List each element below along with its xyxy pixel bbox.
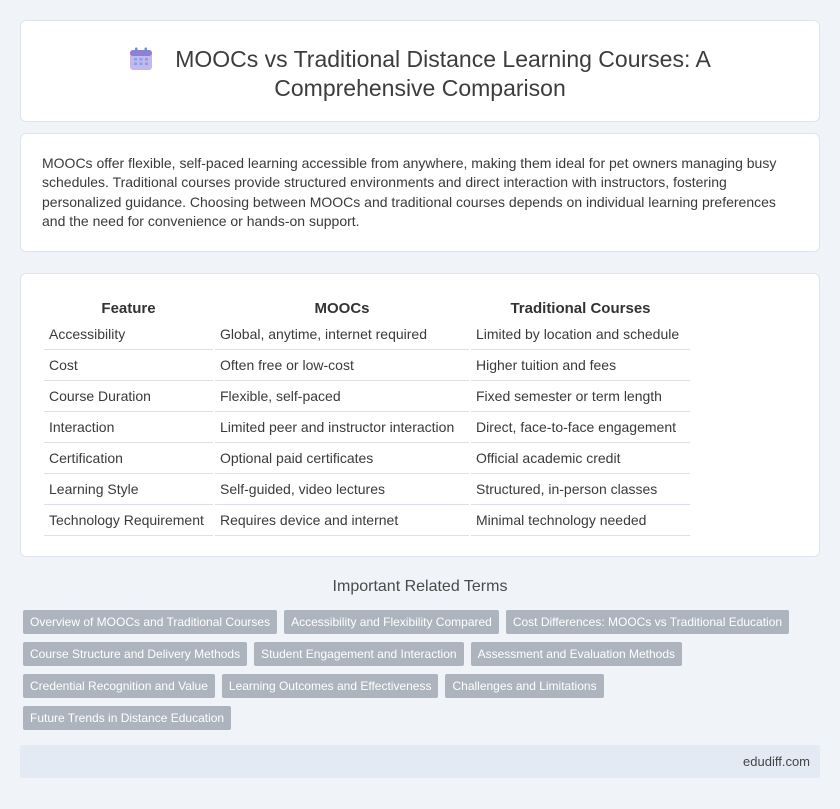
table-cell: Learning Style	[44, 474, 213, 505]
footer	[20, 745, 820, 778]
related-term-tag[interactable]: Overview of MOOCs and Traditional Courses	[23, 610, 277, 634]
page-title-line1	[21, 45, 819, 74]
page-title-line2: Comprehensive Comparison	[274, 75, 566, 101]
related-term-tag[interactable]: Accessibility and Flexibility Compared	[284, 610, 499, 634]
related-terms-list	[23, 610, 813, 730]
related-term-tag[interactable]: Assessment and Evaluation Methods	[471, 642, 682, 666]
table-cell: Limited by location and schedule	[471, 319, 690, 350]
table-cell: Structured, in-person classes	[471, 474, 690, 505]
table-cell: Official academic credit	[471, 443, 690, 474]
table-cell: Higher tuition and fees	[471, 350, 690, 381]
related-term-tag[interactable]: Future Trends in Distance Education	[23, 706, 231, 730]
comparison-card	[20, 273, 820, 557]
table-row	[44, 412, 690, 443]
calendar-icon	[129, 47, 153, 71]
table-cell: Certification	[44, 443, 213, 474]
table-row	[44, 319, 690, 350]
table-cell: Self-guided, video lectures	[215, 474, 469, 505]
table-cell: Interaction	[44, 412, 213, 443]
summary-card	[20, 133, 820, 252]
table-cell: Global, anytime, internet required	[215, 319, 469, 350]
table-row	[44, 350, 690, 381]
table-cell: Technology Requirement	[44, 505, 213, 536]
table-row	[44, 381, 690, 412]
header-card	[20, 20, 820, 122]
summary-text: MOOCs offer flexible, self-paced learning accessible from anywhere, making them ideal for pet owners managing busy schedules. Traditional courses provide structured environments and direct interaction with instructors, fostering personalized guidance. Choosing between MOOCs and traditional courses depends on individual learning preferences and the need for convenience or hands-on support.	[42, 155, 777, 229]
header-feature: Feature	[101, 299, 156, 317]
table-cell: Course Duration	[44, 381, 213, 412]
related-terms-title: Important Related Terms	[332, 578, 508, 595]
table-cell: Minimal technology needed	[471, 505, 690, 536]
table-cell: Optional paid certificates	[215, 443, 469, 474]
header-traditional: Traditional Courses	[510, 299, 651, 317]
page-title-text1: MOOCs vs Traditional Distance Learning Courses: A	[175, 46, 711, 72]
related-term-tag[interactable]: Cost Differences: MOOCs vs Traditional Education	[506, 610, 789, 634]
related-term-tag[interactable]: Credential Recognition and Value	[23, 674, 215, 698]
table-cell: Requires device and internet	[215, 505, 469, 536]
table-cell: Limited peer and instructor interaction	[215, 412, 469, 443]
footer-site-link[interactable]: edudiff.com	[743, 754, 810, 769]
table-row	[44, 443, 690, 474]
table-row	[44, 474, 690, 505]
header-moocs: MOOCs	[314, 299, 370, 317]
table-cell: Accessibility	[44, 319, 213, 350]
related-term-tag[interactable]: Challenges and Limitations	[445, 674, 603, 698]
table-header-row	[44, 295, 690, 319]
comparison-table	[42, 295, 692, 536]
related-term-tag[interactable]: Learning Outcomes and Effectiveness	[222, 674, 439, 698]
table-cell: Fixed semester or term length	[471, 381, 690, 412]
page-title	[21, 45, 819, 103]
related-term-tag[interactable]: Course Structure and Delivery Methods	[23, 642, 247, 666]
table-cell: Often free or low-cost	[215, 350, 469, 381]
related-term-tag[interactable]: Student Engagement and Interaction	[254, 642, 463, 666]
table-cell: Cost	[44, 350, 213, 381]
table-cell: Flexible, self-paced	[215, 381, 469, 412]
table-cell: Direct, face-to-face engagement	[471, 412, 690, 443]
table-row	[44, 505, 690, 536]
